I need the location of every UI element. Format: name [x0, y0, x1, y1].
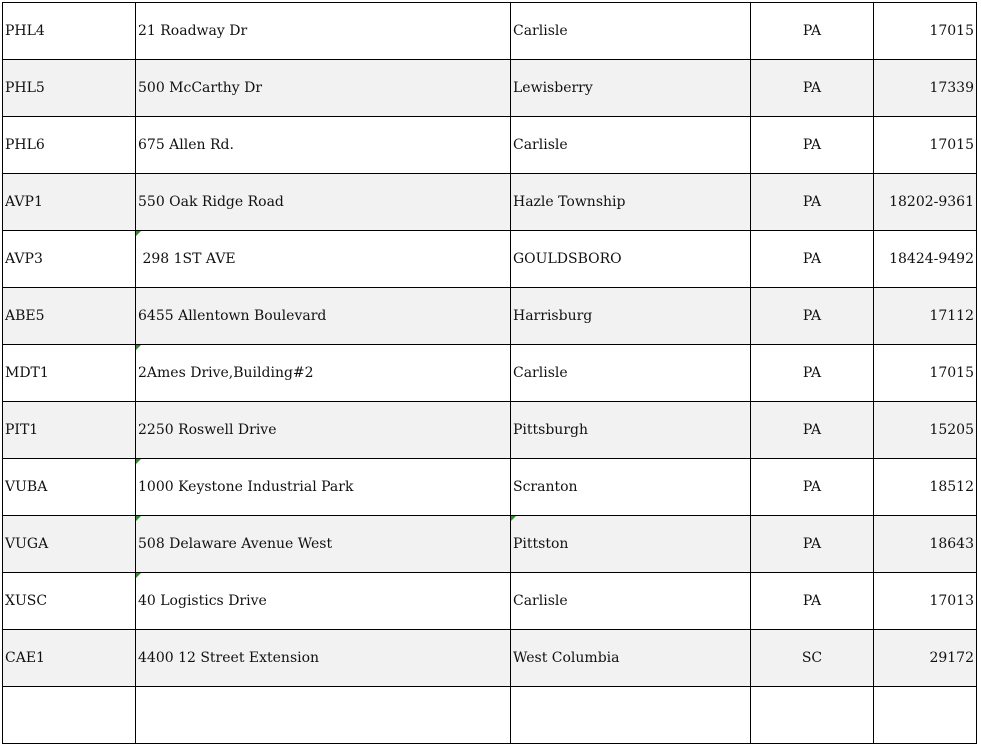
cell-city[interactable]: Carlisle — [511, 3, 751, 60]
cell-city[interactable]: GOULDSBORO — [511, 231, 751, 288]
cell-city[interactable]: Carlisle — [511, 345, 751, 402]
cell-state[interactable]: PA — [751, 459, 874, 516]
cell-code[interactable]: PIT1 — [3, 402, 136, 459]
cell-zip[interactable]: 15205 — [874, 402, 977, 459]
cell-address[interactable]: 4400 12 Street Extension — [136, 630, 511, 687]
cell-zip[interactable]: 18424-9492 — [874, 231, 977, 288]
cell-address[interactable]: 508 Delaware Avenue West — [136, 516, 511, 573]
cell-zip[interactable]: 17013 — [874, 573, 977, 630]
cell-address[interactable]: 6455 Allentown Boulevard — [136, 288, 511, 345]
spreadsheet-grid — [2, 2, 977, 744]
cell-city[interactable] — [511, 687, 751, 744]
cell-address[interactable]: 40 Logistics Drive — [136, 573, 511, 630]
cell-code[interactable]: CAE1 — [3, 630, 136, 687]
cell-address[interactable]: 2Ames Drive,Building#2 — [136, 345, 511, 402]
cell-city[interactable]: Scranton — [511, 459, 751, 516]
table-row — [3, 231, 977, 288]
cell-code[interactable]: XUSC — [3, 573, 136, 630]
cell-zip[interactable]: 17015 — [874, 345, 977, 402]
cell-address[interactable]: 500 McCarthy Dr — [136, 60, 511, 117]
cell-city[interactable]: Harrisburg — [511, 288, 751, 345]
cell-state[interactable]: PA — [751, 174, 874, 231]
cell-city[interactable]: Carlisle — [511, 573, 751, 630]
cell-state[interactable]: PA — [751, 231, 874, 288]
cell-city[interactable]: Hazle Township — [511, 174, 751, 231]
table-row — [3, 174, 977, 231]
cell-zip[interactable]: 18643 — [874, 516, 977, 573]
cell-code[interactable]: VUBA — [3, 459, 136, 516]
cell-state[interactable]: PA — [751, 60, 874, 117]
cell-zip[interactable] — [874, 687, 977, 744]
cell-state[interactable]: PA — [751, 3, 874, 60]
cell-address[interactable]: 2250 Roswell Drive — [136, 402, 511, 459]
cell-state[interactable] — [751, 687, 874, 744]
table-row — [3, 516, 977, 573]
cell-code[interactable]: PHL4 — [3, 3, 136, 60]
cell-address[interactable]: 675 Allen Rd. — [136, 117, 511, 174]
table-row — [3, 573, 977, 630]
cell-code[interactable]: MDT1 — [3, 345, 136, 402]
cell-zip[interactable]: 18512 — [874, 459, 977, 516]
cell-address[interactable]: 21 Roadway Dr — [136, 3, 511, 60]
table-row — [3, 630, 977, 687]
table-row — [3, 60, 977, 117]
cell-address[interactable]: 1000 Keystone Industrial Park — [136, 459, 511, 516]
cell-address[interactable]: 550 Oak Ridge Road — [136, 174, 511, 231]
cell-city[interactable]: West Columbia — [511, 630, 751, 687]
table-row — [3, 345, 977, 402]
cell-address[interactable]: 298 1ST AVE — [136, 231, 511, 288]
cell-zip[interactable]: 17015 — [874, 3, 977, 60]
cell-state[interactable]: SC — [751, 630, 874, 687]
table-row — [3, 459, 977, 516]
cell-code[interactable]: AVP3 — [3, 231, 136, 288]
cell-state[interactable]: PA — [751, 288, 874, 345]
cell-code[interactable]: PHL6 — [3, 117, 136, 174]
table-row — [3, 117, 977, 174]
cell-zip[interactable]: 17112 — [874, 288, 977, 345]
cell-state[interactable]: PA — [751, 345, 874, 402]
cell-city[interactable]: Lewisberry — [511, 60, 751, 117]
cell-state[interactable]: PA — [751, 117, 874, 174]
cell-state[interactable]: PA — [751, 516, 874, 573]
cell-code[interactable] — [3, 687, 136, 744]
cell-city[interactable]: Pittsburgh — [511, 402, 751, 459]
cell-code[interactable]: VUGA — [3, 516, 136, 573]
cell-code[interactable]: PHL5 — [3, 60, 136, 117]
table-row — [3, 402, 977, 459]
table-row — [3, 288, 977, 345]
cell-state[interactable]: PA — [751, 402, 874, 459]
cell-code[interactable]: AVP1 — [3, 174, 136, 231]
cell-code[interactable]: ABE5 — [3, 288, 136, 345]
cell-zip[interactable]: 29172 — [874, 630, 977, 687]
address-table — [2, 2, 977, 744]
cell-zip[interactable]: 17015 — [874, 117, 977, 174]
cell-zip[interactable]: 18202-9361 — [874, 174, 977, 231]
cell-city[interactable]: Carlisle — [511, 117, 751, 174]
cell-city[interactable]: Pittston — [511, 516, 751, 573]
table-row — [3, 3, 977, 60]
cell-address[interactable] — [136, 687, 511, 744]
cell-state[interactable]: PA — [751, 573, 874, 630]
table-row — [3, 687, 977, 744]
cell-zip[interactable]: 17339 — [874, 60, 977, 117]
